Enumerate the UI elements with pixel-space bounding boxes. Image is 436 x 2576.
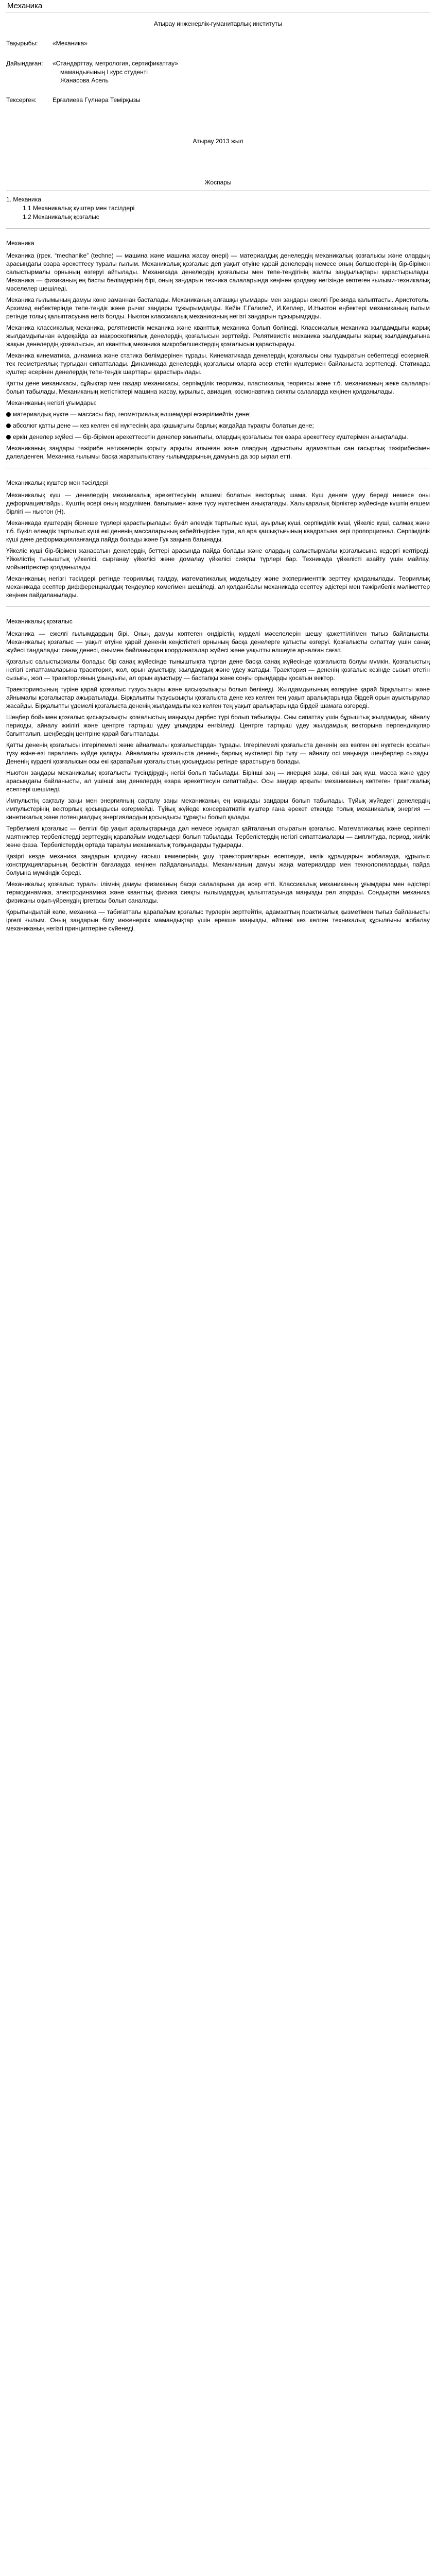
paragraph: Қорытындылай келе, механика — табиғаттағы қарапайым қозғалыс түрлерін зерттейтін, адамзаттың практикалық қызметімен тығыз байланысты іргелі ғылым. Оның заңдарын білу инженерлік мамандықтар үшін ерекше маңызды, өйткені кез келген техникалық құрылғыны жобалау механиканың негізгі принциптеріне сүйенеді. [6, 908, 430, 932]
section-heading-forces: Механикалық күштер мен тәсілдері [6, 479, 108, 486]
paragraph: Қатты дене механикасы, сұйықтар мен газдар механикасы, серпімділік теориясы, пластикалық теориясы және т.б. механиканың жеке салалары болып табылады. Механиканың жетістіктері машина жасау, құрылыс, авиация, космонавтика сияқты салаларда кеңінен қолданылады. [6, 380, 430, 395]
paragraph: Қазіргі кезде механика заңдарын қолдану ғарыш кемелерінің ұшу траекторияларын есептеуде, көлік құралдарын жобалауда, құрылыс конструкцияларының беріктігін бағалауда кеңінен пайдаланылады. Механиканың дамуы жаңа материалдар мен технологиялардың пайда болуына мүмкіндік береді. [6, 853, 430, 876]
teacher-label: Тексерген: [6, 96, 37, 104]
title-page-details [6, 39, 430, 104]
section-heading-mechanics: Механика [6, 240, 34, 247]
student-name: Жанасова Асель [60, 77, 109, 84]
section-heading-motion: Механикалық қозғалыс [6, 618, 73, 625]
toc-item[interactable]: 1. Механика [6, 196, 41, 203]
concept-item [6, 421, 430, 430]
teacher-name: Ерғалиева Гүлнәра Темірқызы [53, 96, 141, 104]
paragraph: Механикалық қозғалыс туралы ілімнің дамуы физиканың басқа салаларына да әсер етті. Классикалық механиканың ұғымдары мен әдістері термодинамика, электродинамика және кванттық физика сияқты ғылымдардың қалыптасуында маңызды рөл атқарды. Сондықтан механика физиканы оқып-үйренудің іргетасы болып саналады. [6, 880, 430, 904]
section-divider [6, 228, 430, 229]
topic-row [6, 39, 430, 47]
toc-item[interactable]: 1.1 Механикалық күштер мен тасілдері [23, 205, 135, 212]
plan-title: Жоспары [204, 179, 232, 186]
paragraph: Қозғалыс салыстырмалы болады: бір санақ жүйесінде тыныштықта тұрған дене басқа санақ жүйесінде қозғалыста болуы мүмкін. Қозғалыстың негізгі сипаттамаларына траектория, жол, орын ауыстыру, жылдамдық және үдеу жатады. Траектория — дененің қозғалыс кезінде сызып өтетін сызығы, жол — траекторияның ұзындығы, ал орын ауыстыру — бастапқы және соңғы орындарды қосатын вектор. [6, 658, 430, 682]
student-course: мамандығының І курс студенті [60, 69, 148, 76]
topic-label: Тақырыбы: [6, 40, 38, 47]
paragraph: Механиканың заңдары тәжірибе нәтижелерін қорыту арқылы алынған және олардың дұрыстығы адамзаттың сан ғасырлық тәжірибесімен дәлелденген. Механика ғылымы басқа жаратылыстану ғылымдарының дамуына да зор ықпал етті. [6, 445, 430, 460]
bullet-icon [6, 423, 11, 428]
paragraph: Механика классикалық механика, релятивистік механика және кванттық механика болып бөлінеді. Классикалық механика жылдамдығы жарық жылдамдығынан әлдеқайда аз макроскопиялық денелердің қозғалысын зерттейді. Релятивистік механика жылдамдығы жарық жылдамдығына жақын денелердің қозғалысын, ал кванттық механика микробөлшектердің қозғалысын қарастырады. [6, 324, 430, 348]
teacher-row [6, 96, 430, 104]
concept-item [6, 410, 430, 418]
topic-value: «Механика» [53, 40, 88, 47]
paragraph: Механика — ежелгі ғылымдардың бірі. Оның дамуы көптеген өндірістің күрделі мәселелерін шешу қажеттілігімен тығыз байланысты. Механикалық қозғалыс — уақыт өтуіне қарай дененің кеңістіктегі орнының басқа денелерге қатысты өзгеруі. Қозғалысты сипаттау үшін санақ жүйесі таңдалады: санақ денесі, онымен байланысқан координаталар жүйесі және уақытты өлшеуге арналған сағат. [6, 630, 430, 654]
paragraph: Механика (грек. “mechanike” (techne) — машина және машина жасау өнері) — материалдық денелердің механикалық қозғалысы және олардың арасындағы өзара әрекеттесу туралы ғылым. Механикалық қозғалыс деп уақыт өтуіне қарай денелердің немесе оның бөлшектерінің бір-бірімен салыстырмалы орнының өзгеруі айтылады. Механикада денелердің қозғалысы мен тепе-теңдігінің жалпы заңдылықтары қарастырылады. Механика — физиканың ең басты бөлімдерінің бірі, оның заңдарын техника салаларында кеңінен қолдану негізінде көптеген ғылыми-техникалық мәселелер шешіледі. [6, 252, 430, 292]
concepts-heading: Механиканың негізгі ұғымдары: [6, 399, 97, 406]
table-of-contents [6, 195, 430, 221]
student-label: Дайындаған: [6, 60, 43, 67]
concept-text: еркін денелер жүйесі — бір-бірімен әрекеттесетін денелер жиынтығы, олардың қозғалысы тек өзара әрекеттесу күштерімен анықталады. [13, 433, 408, 440]
concept-item [6, 433, 430, 441]
paragraph: Қатты дененің қозғалысы ілгерілемелі және айналмалы қозғалыстардан тұрады. Ілгерілемелі қозғалыста дененің кез келген екі нүктесін қосатын түзу өзіне-өзі параллель күйде қалады. Айналмалы қозғалыста дененің барлық нүктелері бір түзу — айналу осі маңында шеңберлер сызады. Дененің күрделі қозғалысын осы екі қарапайым қозғалыстың қосындысы ретінде қарастыруға болады. [6, 741, 430, 765]
paragraph: Импульстің сақталу заңы мен энергияның сақталу заңы механиканың ең маңызды заңдары болып табылады. Тұйық жүйедегі денелердің импульстерінің векторлық қосындысы өзгермейді. Тұйық жүйеде консервативтік күштер ғана әрекет еткенде толық механикалық энергия — кинетикалық және потенциалдық энергиялардың қосындысы тұрақты болып қалады. [6, 797, 430, 821]
city-year: Атырау 2013 жыл [193, 138, 243, 145]
student-row [6, 59, 430, 67]
concept-text: абсолют қатты дене — кез келген екі нүктесінің ара қашықтығы барлық жағдайда тұрақты болатын дене; [13, 422, 314, 429]
paragraph: Механиканың негізгі тәсілдері ретінде теориялық талдау, математикалық модельдеу және эксперименттік зерттеу қолданылады. Теориялық механикада есептер дифференциалдық теңдеулер көмегімен шешіледі, ал қолданбалы механикада есептеу әдістері мен тәжірибелік мәліметтер кеңінен пайдаланылады. [6, 575, 430, 599]
paragraph: Механика кинематика, динамика және статика бөлімдерінен тұрады. Кинематикада денелердің қозғалысы оны тудыратын себептерді ескермей, тек геометриялық тұрғыдан сипатталады. Динамикада денелердің қозғалысы оларға әсер ететін күштермен байланыста зерттеледі. Статикада күштер әсерінен денелердің тепе-теңдік шарттары қарастырылады. [6, 352, 430, 376]
student-program: «Стандарттау, метрология, сертификаттау» [53, 60, 179, 67]
bullet-icon [6, 435, 11, 439]
toc-item[interactable]: 1.2 Механикалық қозғалыс [23, 213, 99, 221]
paragraph: Тербелмелі қозғалыс — белгілі бір уақыт аралықтарында дәл немесе жуықтап қайталанып отыратын қозғалыс. Математикалық және серіппелі маятниктер тербелістерді зерттеудің қарапайым модельдері болып табылады. Тербелістердің негізгі сипаттамалары — амплитуда, период, жиілік және фаза. Тербелістердің ортада таралуы механикалық толқындарды тудырады. [6, 825, 430, 849]
document-title: Механика [7, 2, 43, 10]
bullet-icon [6, 412, 11, 417]
document-page [0, 0, 436, 951]
paragraph: Механикалық күш — денелердің механикалық әрекеттесуінің өлшемі болатын векторлық шама. Күш денеге үдеу береді немесе оны деформациялайды. Күштің әсері оның модулімен, бағытымен және түсу нүктесімен анықталады. Халықаралық бірліктер жүйесінде күштің өлшем бірлігі — ньютон (Н). [6, 492, 430, 515]
section-divider [6, 606, 430, 607]
paragraph: Механика ғылымының дамуы көне заманнан басталады. Механиканың алғашқы ұғымдары мен заңдары ежелгі Грекияда қалыптасты. Аристотель, Архимед еңбектерінде тепе-теңдік және рычаг заңдары тұжырымдалды. Кейін Г.Галилей, И.Кеплер, И.Ньютон еңбектері механиканың ғылым ретінде толық қалыптасуына негіз болды. Ньютон классикалық механиканың негізгі заңдарын тұжырымдады. [6, 296, 430, 320]
paragraph: Траекториясының түріне қарай қозғалыс түзусызықты және қисықсызықты болып бөлінеді. Жылдамдығының өзгеруіне қарай бірқалыпты және айнымалы қозғалыстар ажыратылады. Бірқалыпты түзусызықты қозғалыста дене кез келген тең уақыт аралықтарында бірдей орын ауыстырулар жасайды. Бірқалыпты үдемелі қозғалыста дененің жылдамдығы кез келген тең уақыт аралықтарында бірдей шамаға өзгереді. [6, 686, 430, 709]
paragraph: Шеңбер бойымен қозғалыс қисықсызықты қозғалыстың маңызды дербес түрі болып табылады. Оны сипаттау үшін бұрыштық жылдамдық, айналу периоды, айналу жиілігі және центрге тартқыш үдеу ұғымдары енгізіледі. Центрге тартқыш үдеу жылдамдық векторына перпендикуляр бағытталып, шеңбердің центріне қарай бағытталады. [6, 714, 430, 737]
paragraph: Үйкеліс күші бір-бірімен жанасатын денелердің беттері арасында пайда болады және олардың салыстырмалы қозғалысына кедергі келтіреді. Үйкелістің тыныштық үйкелісі, сырғанау үйкелісі және домалау үйкелісі сияқты түрлері бар. Техникада үйкелісті азайту үшін майлау, мойынтіректер қолданылады. [6, 547, 430, 571]
paragraph: Механикада күштердің бірнеше түрлері қарастырылады: бүкіл әлемдік тартылыс күші, ауырлық күші, серпімділік күші, үйкеліс күші, салмақ және т.б. Бүкіл әлемдік тартылыс күші екі дененің массаларының көбейтіндісіне тура, ал ара қашықтығының квадратына кері пропорционал. Серпімділік күші дене деформацияланғанда пайда болады және Гук заңына бағынады. [6, 519, 430, 543]
institution-name: Атырау инженерлік-гуманитарлық институты [153, 20, 283, 27]
paragraph: Ньютон заңдары механикалық қозғалысты түсіндірудің негізі болып табылады. Бірінші заң — инерция заңы, екінші заң күш, масса және үдеу арасындағы байланысты, ал үшінші заң денелердің өзара әрекеттесуін сипаттайды. Осы заңдар арқылы механиканың көптеген практикалық есептері шешіледі. [6, 769, 430, 793]
concept-text: материалдық нүкте — массасы бар, геометриялық өлшемдері ескерілмейтін дене; [13, 411, 251, 418]
